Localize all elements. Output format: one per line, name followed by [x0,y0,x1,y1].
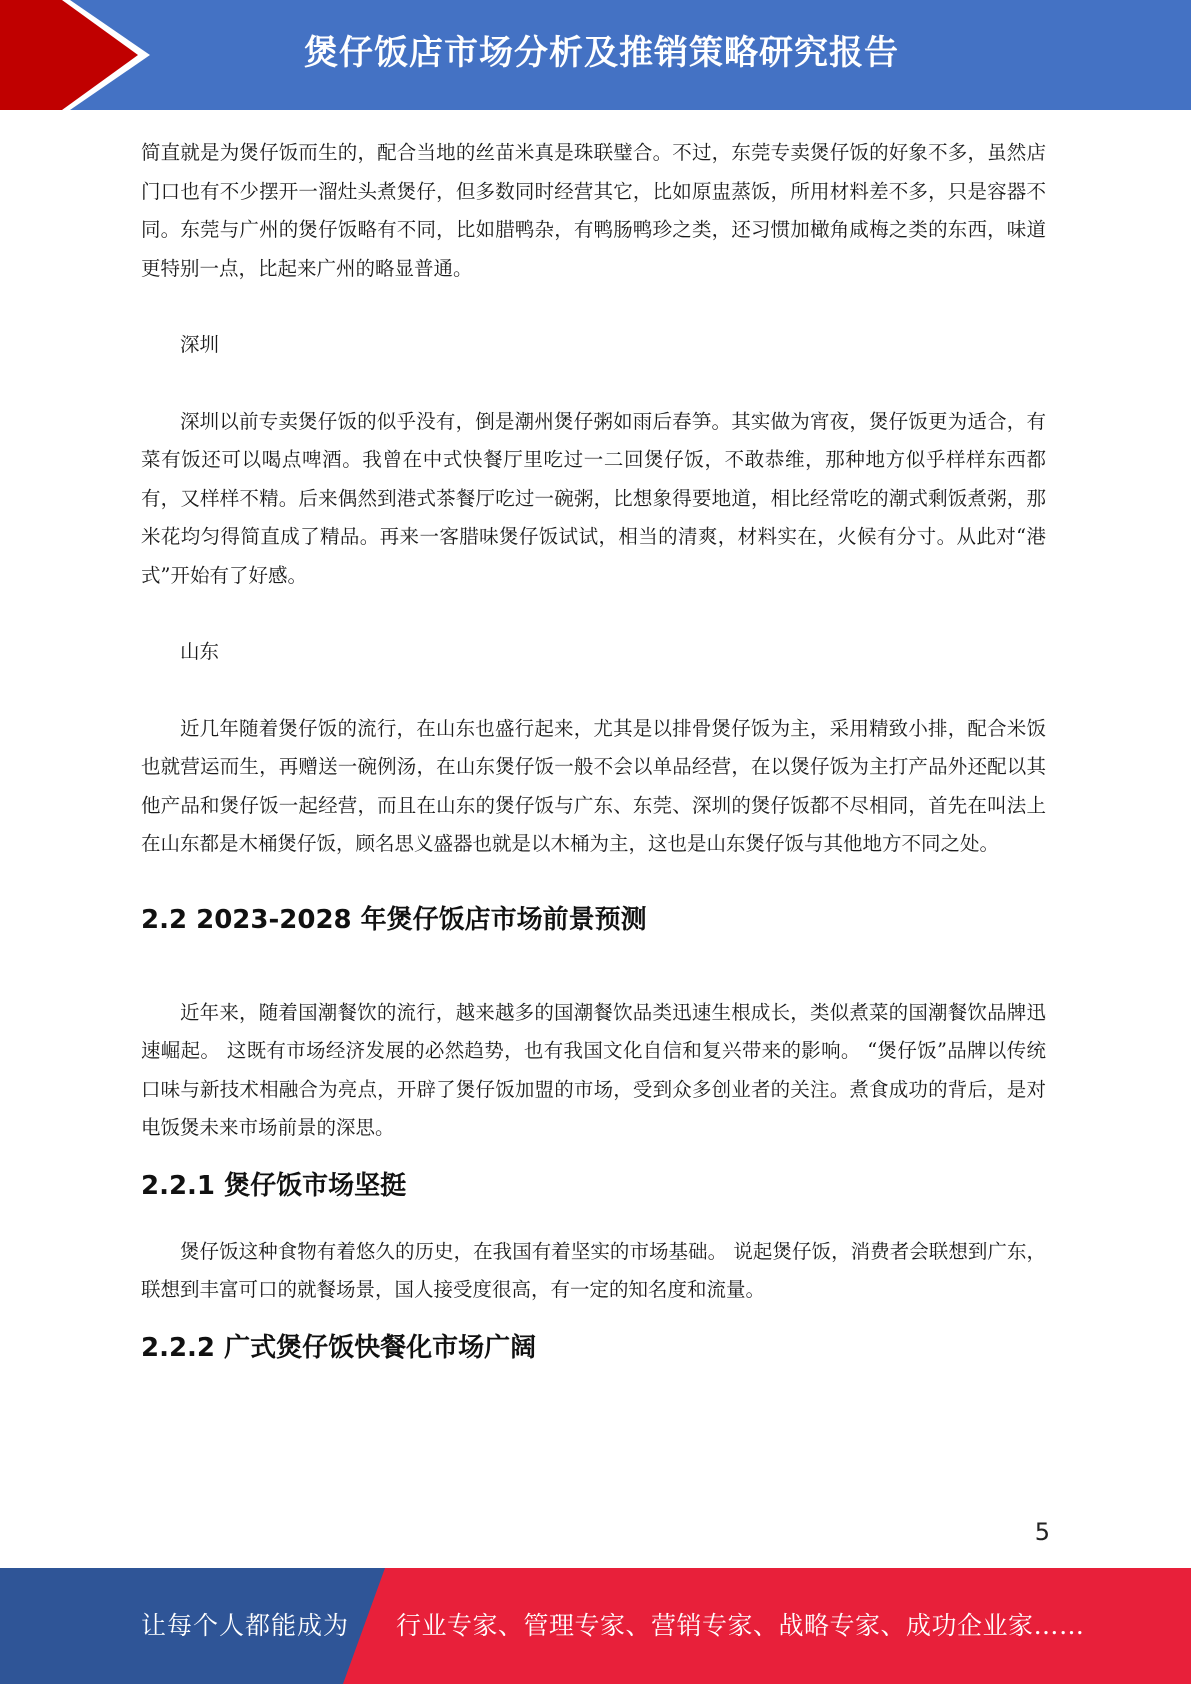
page-number: 5 [1034,1518,1050,1546]
section-heading-2-2: 2.2 2023-2028 年煲仔饭店市场前景预测 [141,904,647,935]
paragraph-shenzhen: 深圳以前专卖煲仔饭的似乎没有，倒是潮州煲仔粥如雨后春笋。其实做为宵夜，煲仔饭更为适合，有菜有饭还可以喝点啤酒。我曾在中式快餐厅里吃过一二回煲仔饭，不敢恭维，那种地方似乎样样东西都有，又样样不精。后来偶然到港式茶餐厅吃过一碗粥，比想象得要地道，相比经常吃的潮式剩饭煮粥，那米花均匀得简直成了精品。再来一客腊味煲仔饭试试，相当的清爽，材料实在，火候有分寸。从此对“港式”开始有了好感。 [141,409,1046,587]
paragraph-shandong: 近几年随着煲仔饭的流行，在山东也盛行起来，尤其是以排骨煲仔饭为主，采用精致小排，配合米饭也就营运而生，再赠送一碗例汤，在山东煲仔饭一般不会以单品经营，在以煲仔饭为主打产品外还配以其他产品和煲仔饭一起经营，而且在山东的煲仔饭与广东、东莞、深圳的煲仔饭都不尽相同，首先在叫法上在山东都是木桶煲仔饭，顾名思义盛器也就是以木桶为主，这也是山东煲仔饭与其他地方不同之处。 [141,716,1046,855]
paragraph-2-2-1: 煲仔饭这种食物有着悠久的历史，在我国有着坚实的市场基础。 说起煲仔饭，消费者会联想到广东，联想到丰富可口的就餐场景，国人接受度很高，有一定的知名度和流量。 [141,1239,1046,1301]
footer-slogan-right: 行业专家、管理专家、营销专家、战略专家、成功企业家…… [396,1611,1085,1640]
subheading-shandong: 山东 [180,640,220,663]
page-content [141,134,1046,1368]
header-chevron-decoration [0,0,180,110]
page-footer [0,1568,1191,1684]
section-heading-2-2-1: 2.2.1 煲仔饭市场坚挺 [141,1170,407,1201]
footer-slogan-left: 让每个人都能成为 [141,1611,350,1640]
subheading-shenzhen: 深圳 [180,333,220,356]
paragraph-2-2: 近年来，随着国潮餐饮的流行，越来越多的国潮餐饮品类迅速生根成长，类似煮菜的国潮餐饮品牌迅速崛起。 这既有市场经济发展的必然趋势，也有我国文化自信和复兴带来的影响。 “煲仔饭”品牌以传统口味与新技术相融合为亮点，开辟了煲仔饭加盟的市场，受到众多创业者的关注。煮食成功的背后，是对电饭煲未来市场前景的深思。 [141,1000,1046,1139]
paragraph-dongguan: 简直就是为煲仔饭而生的，配合当地的丝苗米真是珠联璧合。不过，东莞专卖煲仔饭的好象不多，虽然店门口也有不少摆开一溜灶头煮煲仔，但多数同时经营其它，比如原盅蒸饭，所用材料差不多，只是容器不同。东莞与广州的煲仔饭略有不同，比如腊鸭杂，有鸭肠鸭珍之类，还习惯加橄角咸梅之类的东西，味道更特别一点，比起来广州的略显普通。 [141,141,1046,280]
section-heading-2-2-2: 2.2.2 广式煲仔饭快餐化市场广阔 [141,1332,537,1363]
page-header [0,0,1191,110]
document-title: 煲仔饭店市场分析及推销策略研究报告 [304,33,899,73]
